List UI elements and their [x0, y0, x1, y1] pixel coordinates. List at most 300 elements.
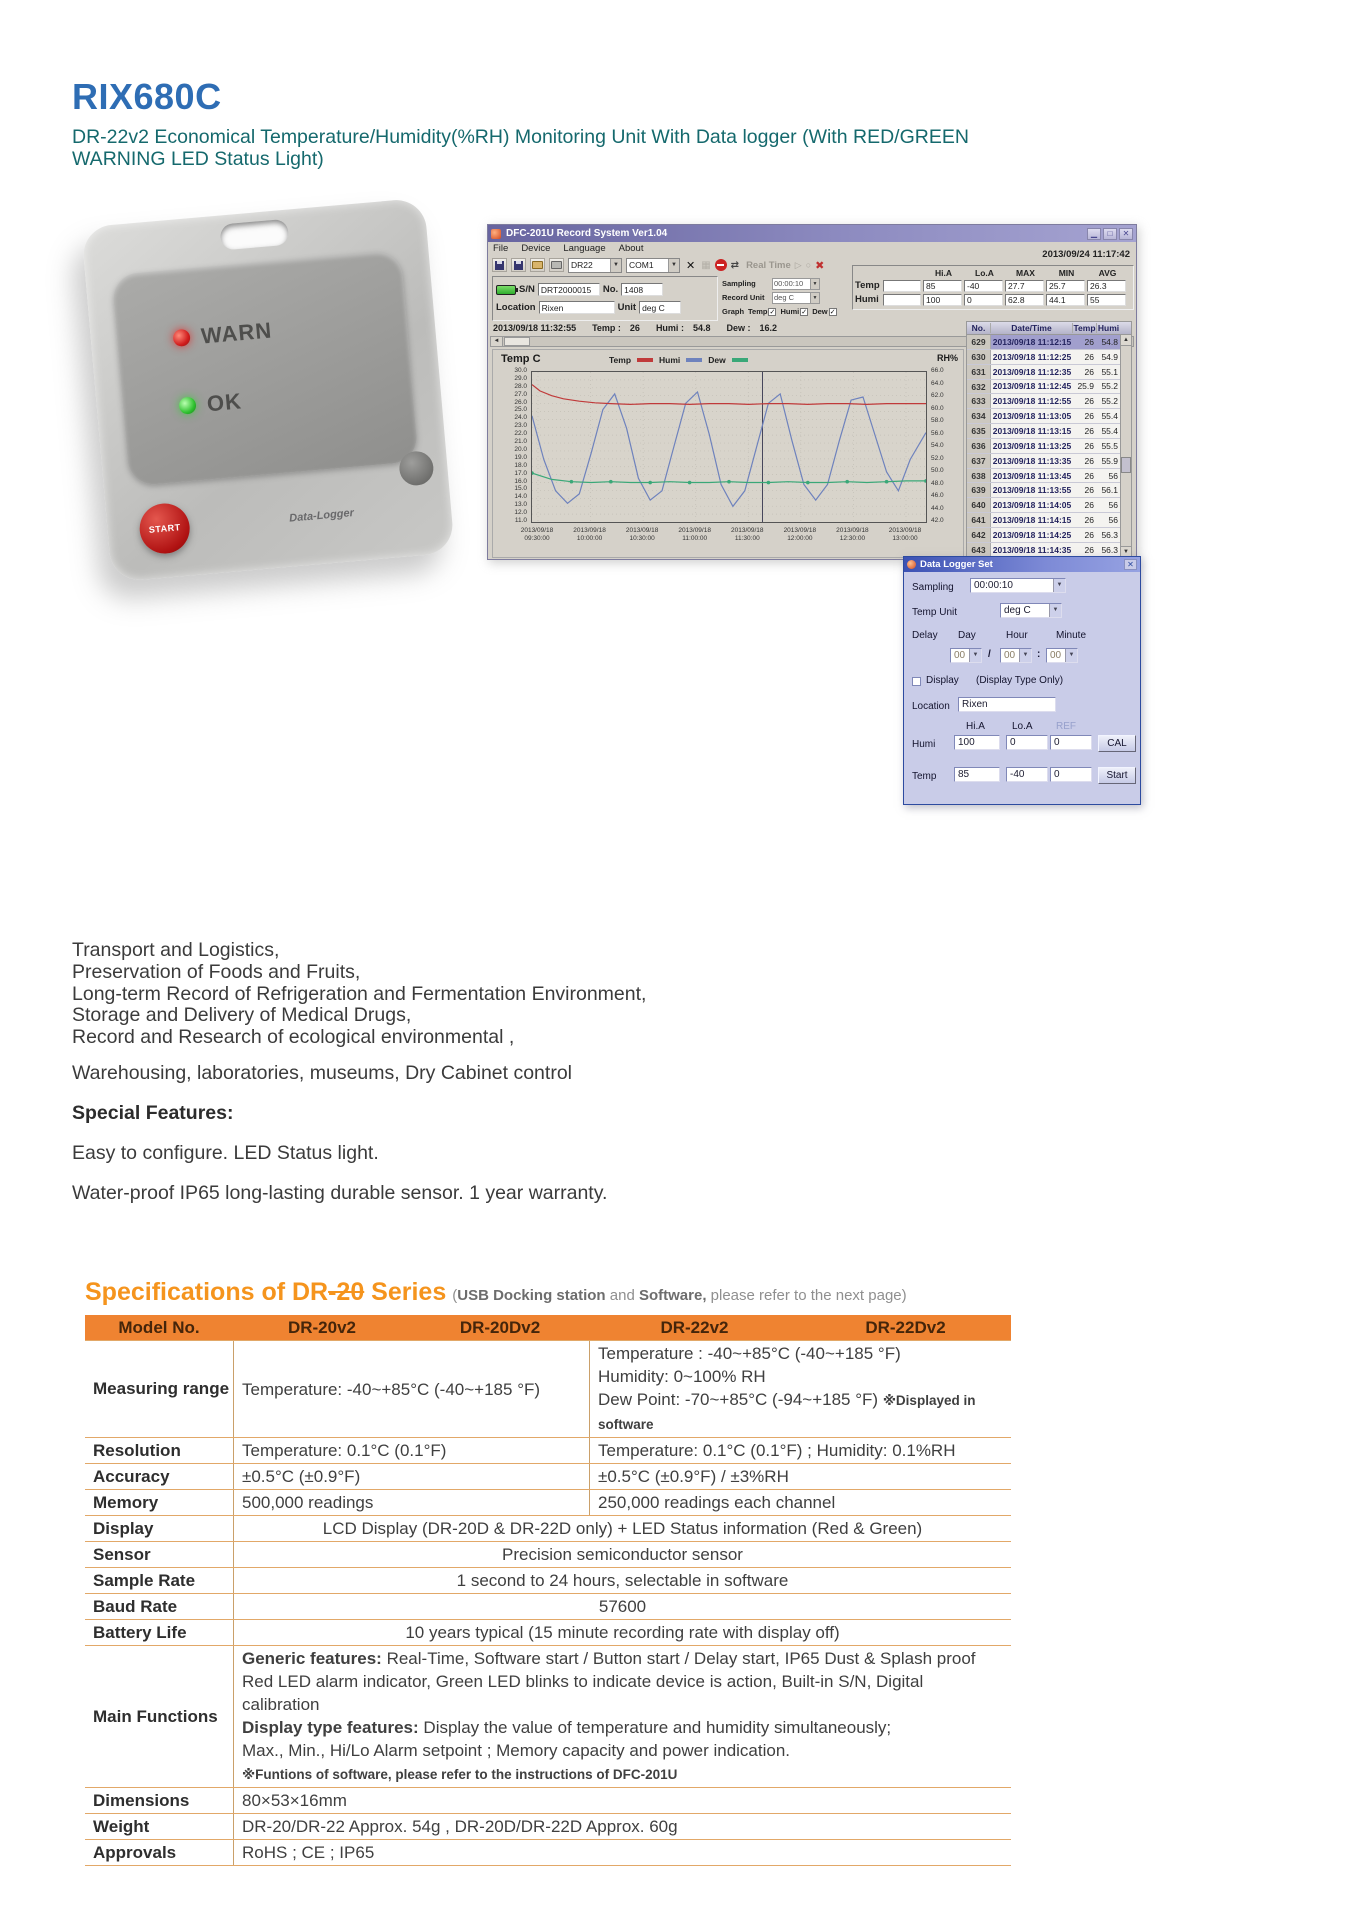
data-logger-set-dialog	[903, 556, 1141, 805]
spec-cell	[589, 1438, 1011, 1463]
spec-text: Temperature: -40~+85°C (-40~+185 °F)	[242, 1379, 541, 1399]
note-open: (	[452, 1287, 458, 1304]
left-tick: 29.0	[514, 374, 527, 382]
dlg-sampling-label: Sampling	[912, 582, 954, 593]
stop-icon[interactable]	[715, 259, 727, 271]
x-tick	[514, 527, 560, 543]
cal-button[interactable]: CAL	[1098, 735, 1136, 752]
legend-swatch-temp	[637, 358, 653, 362]
menu-about[interactable]: About	[618, 243, 644, 254]
cell: 26	[1084, 425, 1094, 436]
left-tick: 20.0	[514, 445, 527, 453]
cell: 26	[1084, 515, 1094, 526]
spec-cell	[233, 1788, 1011, 1813]
x-tick	[777, 527, 823, 543]
x-tick	[672, 527, 718, 543]
cell: 56	[1108, 500, 1118, 511]
spec-line	[598, 1465, 1003, 1488]
left-tick: 14.0	[514, 493, 527, 501]
sn-field[interactable]: DRT2000015	[538, 283, 600, 296]
table-row[interactable]	[967, 483, 1120, 498]
readings-col-no[interactable]: No.	[967, 323, 991, 333]
scroll-up-icon[interactable]: ▲	[1121, 335, 1131, 346]
spec-line	[242, 1647, 1003, 1670]
vertical-scrollbar[interactable]	[1120, 335, 1131, 557]
cell: 56	[1108, 515, 1118, 526]
left-tick: 18.0	[514, 461, 527, 469]
chevron-down-icon: ▼	[1053, 579, 1065, 592]
location-field[interactable]: Rixen	[539, 301, 615, 314]
spec-cell	[233, 1516, 1011, 1541]
open-folder-icon[interactable]	[530, 258, 545, 272]
stats-value: -40	[964, 280, 1003, 292]
spec-text: ±0.5°C (±0.9°F)	[242, 1467, 361, 1486]
ok-led	[178, 396, 196, 414]
stats-row-label: Temp	[855, 280, 880, 291]
spec-cell	[233, 1542, 1011, 1567]
status-humi-value: 54.8	[692, 323, 711, 333]
legend-label-temp: Temp	[609, 355, 632, 365]
save-icon[interactable]	[492, 258, 507, 272]
info-row-sn	[496, 283, 714, 296]
no-field[interactable]: 1408	[621, 283, 663, 296]
spec-text: Precision semiconductor sensor	[502, 1545, 743, 1564]
device-body	[81, 198, 455, 583]
right-tick: 58.0	[931, 417, 944, 424]
spec-text: Max., Min., Hi/Lo Alarm setpoint ; Memory capacity and power indication.	[242, 1741, 791, 1760]
software-titlebar	[488, 225, 1136, 242]
status-humi-label: Humi :	[655, 323, 684, 333]
current-value-box	[883, 280, 921, 292]
spec-text: Temperature: 0.1°C (0.1°F)	[242, 1441, 447, 1460]
spec-cell	[233, 1814, 1011, 1839]
cell: 26	[1084, 351, 1094, 362]
disconnect-icon[interactable]: ✕	[686, 259, 696, 272]
applications-text	[72, 940, 646, 1049]
left-tick: 17.0	[514, 469, 527, 477]
dlg-delay-label: Delay	[912, 630, 938, 641]
dlg-temp-unit-select[interactable]	[1000, 603, 1062, 618]
spec-row-battery-life	[85, 1619, 1011, 1645]
cell: 26	[1084, 411, 1094, 422]
left-tick: 13.0	[514, 501, 527, 509]
spec-row-label: Approvals	[93, 1842, 177, 1862]
scrollbar-thumb[interactable]	[1121, 457, 1131, 473]
cell: 56.3	[1101, 544, 1118, 555]
spec-heading-note	[452, 1287, 906, 1304]
cell: 635	[967, 424, 991, 438]
cell: 54.8	[1101, 336, 1118, 347]
chevron-down-icon: ▼	[1049, 604, 1061, 617]
table-row[interactable]	[967, 335, 1120, 350]
table-row[interactable]	[967, 409, 1120, 424]
spec-line	[598, 1439, 1003, 1462]
dlg-minute-value: 00	[1050, 650, 1062, 661]
spec-text: 1 second to 24 hours, selectable in software	[456, 1571, 789, 1590]
sampling-select[interactable]	[772, 278, 820, 290]
spec-text: Humidity: 0~100% RH	[598, 1367, 766, 1386]
maximize-button[interactable]: □	[1103, 228, 1117, 240]
dlg-temp-unit-value: deg C	[1004, 605, 1031, 616]
dlg-loa-header: Lo.A	[1012, 721, 1033, 732]
product-subtitle: DR-22v2 Economical Temperature/Humidity(%RH) Monitoring Unit With Data logger (With RED/GREEN WARNING LED Status Light)	[72, 126, 969, 171]
sn-label: S/N	[519, 284, 535, 295]
app-icon	[491, 229, 501, 239]
spec-text: LCD Display (DR-20D & DR-22D only) + LED Status information (Red & Green)	[322, 1519, 923, 1538]
spec-row-measuring-range	[85, 1340, 1011, 1437]
cell: 56.1	[1101, 485, 1118, 496]
table-row[interactable]	[967, 454, 1120, 469]
spec-line	[242, 1465, 581, 1488]
chart-canvas	[532, 372, 926, 522]
stats-row-temp	[855, 279, 1131, 292]
hanging-slot	[219, 219, 289, 251]
spec-col-dr-22v2: DR-22v2	[660, 1317, 729, 1337]
sampling-label: Sampling	[722, 279, 756, 288]
com-port-select[interactable]	[626, 258, 680, 273]
cell: 2013/09/18 11:13:05	[992, 411, 1072, 422]
right-tick: 54.0	[931, 442, 944, 449]
chart-panel	[492, 349, 964, 558]
spec-cell	[233, 1341, 589, 1437]
cell: 631	[967, 365, 991, 379]
left-tick: 28.0	[514, 382, 527, 390]
cell: 629	[967, 335, 991, 349]
chevron-down-icon: ▼	[668, 259, 679, 272]
scroll-down-icon[interactable]: ▼	[1121, 546, 1131, 557]
spec-line	[502, 1543, 743, 1566]
right-tick: 60.0	[931, 404, 944, 412]
spec-row-label: Display	[93, 1518, 154, 1538]
checkbox-temp[interactable]: ✓	[769, 308, 776, 316]
application-line: Storage and Delivery of Medical Drugs,	[72, 1004, 412, 1027]
dlg-humi-label: Humi	[912, 739, 936, 750]
table-row[interactable]	[967, 380, 1120, 395]
realtime-label: Real Time	[746, 259, 791, 271]
menu-file[interactable]: File	[493, 243, 509, 254]
cell: 26	[1084, 440, 1094, 451]
record-unit-select[interactable]	[772, 292, 820, 304]
checkbox-dew[interactable]: ✓	[829, 308, 836, 316]
readings-col-humi[interactable]: Humi	[1097, 323, 1120, 333]
left-tick: 19.0	[514, 453, 527, 461]
spec-text: RoHS ; CE ; IP65	[242, 1843, 375, 1862]
spec-line	[242, 1815, 1003, 1838]
stats-row-label: Humi	[855, 294, 879, 305]
status-datetime: 2013/09/18 11:32:55	[493, 323, 577, 333]
close-button[interactable]: ✕	[1119, 228, 1133, 240]
spec-row-approvals	[85, 1839, 1011, 1865]
spec-row-label: Resolution	[93, 1440, 181, 1460]
toolbar	[492, 256, 824, 274]
stats-header-row	[855, 268, 1131, 278]
model-select[interactable]	[568, 258, 622, 273]
x-tick-date: 2013/09/18	[888, 527, 922, 534]
spec-text: DR-20/DR-22 Approx. 54g , DR-20D/DR-22D Approx. 60g	[242, 1817, 678, 1836]
dlg-day-value: 00	[954, 650, 966, 661]
unit-field[interactable]: deg C	[639, 301, 681, 314]
x-tick-time: 11:30:00	[734, 534, 760, 542]
scroll-left-icon[interactable]: ◄	[491, 337, 503, 346]
spec-line	[457, 1569, 789, 1592]
cell: 2013/09/18 11:12:25	[992, 351, 1072, 362]
x-tick-date: 2013/09/18	[731, 527, 764, 534]
transfer-icon[interactable]: ⇄	[730, 259, 740, 271]
status-bar	[493, 323, 777, 333]
cell: 2013/09/18 11:12:55	[992, 396, 1072, 407]
dlg-hia-header: Hi.A	[966, 721, 985, 732]
spec-row-sample-rate	[85, 1567, 1011, 1593]
spec-row-resolution	[85, 1437, 1011, 1463]
cell: 637	[967, 454, 991, 468]
spec-line	[405, 1621, 839, 1644]
current-value-box	[883, 294, 921, 306]
left-tick: 23.0	[514, 422, 527, 430]
dlg-temp-loa-field[interactable]: -40	[1006, 767, 1048, 782]
application-line: Transport and Logistics,	[72, 939, 280, 961]
spec-row-accuracy	[85, 1463, 1011, 1489]
spec-row-baud-rate	[85, 1593, 1011, 1619]
legend-label-humi: Humi	[659, 355, 681, 365]
spec-cell	[233, 1840, 1011, 1865]
spec-line	[242, 1378, 581, 1401]
spec-line	[598, 1342, 1003, 1365]
cell: 55.4	[1101, 411, 1118, 422]
left-tick: 24.0	[514, 414, 527, 422]
spec-cell	[589, 1464, 1011, 1489]
cell: 26	[1084, 336, 1094, 347]
stats-value: 44.1	[1046, 294, 1085, 306]
menu-device[interactable]: Device	[521, 243, 551, 254]
spec-text: 80×53×16mm	[242, 1791, 347, 1810]
dlg-minute-label: Minute	[1056, 630, 1087, 641]
device-photo	[84, 192, 476, 592]
sensor-circle	[398, 450, 435, 487]
application-line: Long-term Record of Refrigeration and Fermentation Environment,	[72, 982, 647, 1005]
status-temp-label: Temp :	[592, 323, 621, 333]
status-temp	[592, 323, 640, 333]
table-row[interactable]	[967, 350, 1120, 365]
checkbox-humi[interactable]: ✓	[801, 308, 808, 316]
spec-text: Temperature : -40~+85°C (-40~+185 °F)	[598, 1344, 901, 1363]
dialog-titlebar	[904, 557, 1140, 572]
save-as-icon[interactable]	[511, 258, 526, 272]
menu-language[interactable]: Language	[563, 243, 606, 254]
left-tick: 12.0	[514, 509, 527, 517]
software-window	[487, 224, 1137, 560]
table-row[interactable]	[967, 394, 1120, 409]
cell: 630	[967, 350, 991, 364]
dlg-temp-label: Temp	[912, 771, 937, 782]
spec-heading-text: Specifications of DR	[85, 1278, 329, 1306]
spec-row-label: Weight	[93, 1816, 150, 1836]
spec-row-label: Sample Rate	[93, 1570, 196, 1590]
spec-row-dimensions	[85, 1787, 1011, 1813]
cancel-icon[interactable]: ✖	[815, 259, 825, 272]
scrollbar-thumb[interactable]	[504, 337, 530, 346]
dlg-minute-select[interactable]	[1046, 648, 1078, 663]
graph-check-label-temp: Temp	[748, 307, 768, 316]
cell: 25.9	[1077, 381, 1094, 392]
spec-text: Real-Time, Software start / Button start / Delay start, IP65 Dust & Splash proof	[381, 1649, 976, 1668]
left-tick: 11.0	[514, 517, 527, 524]
play-icon: ▷	[794, 259, 802, 270]
spec-col-model-no: Model No.	[118, 1317, 200, 1337]
table-row[interactable]	[967, 498, 1120, 513]
spec-row-label: Memory	[93, 1492, 159, 1512]
dlg-location-label: Location	[912, 701, 950, 712]
cell: 26	[1084, 455, 1094, 466]
device-front-panel	[111, 250, 418, 486]
chevron-down-icon: ▼	[610, 259, 621, 272]
spec-cell	[233, 1438, 589, 1463]
table-row[interactable]	[967, 365, 1120, 380]
spec-text: Red LED alarm indicator, Green LED blinks to indicate device is action, Built-in S/N, Digital calibration	[242, 1672, 924, 1714]
left-tick: 21.0	[514, 438, 527, 446]
table-row[interactable]	[967, 513, 1120, 528]
dlg-temp-ref-field[interactable]: 0	[1050, 767, 1092, 782]
cell: 643	[967, 543, 991, 557]
note-mid: and	[605, 1287, 639, 1304]
disk-icon	[495, 261, 504, 270]
spec-heading	[85, 1278, 907, 1307]
dlg-hour-select[interactable]	[1000, 648, 1032, 663]
dlg-humi-hia-field[interactable]: 100	[954, 735, 1000, 750]
table-row[interactable]	[967, 469, 1120, 484]
dlg-sampling-select[interactable]	[970, 578, 1066, 593]
spec-row-sensor	[85, 1541, 1011, 1567]
graph-check-label-dew: Dew	[812, 307, 828, 316]
readings-col-date-time[interactable]: Date/Time	[991, 323, 1073, 333]
chevron-down-icon: ▼	[810, 279, 819, 289]
x-tick	[619, 527, 665, 543]
info-row-location	[496, 301, 714, 314]
warn-led	[172, 329, 190, 347]
cell: 633	[967, 394, 991, 408]
right-tick: 46.0	[931, 492, 944, 499]
status-humi	[656, 323, 711, 333]
spec-row-display	[85, 1515, 1011, 1541]
cell: 2013/09/18 11:13:45	[992, 470, 1072, 481]
readings-table-header	[967, 322, 1131, 335]
table-row[interactable]	[967, 528, 1120, 543]
spec-cell	[589, 1341, 1011, 1437]
spec-table	[85, 1315, 1011, 1866]
spec-row-label: Dimensions	[93, 1790, 190, 1810]
chevron-down-icon: ▼	[1065, 649, 1077, 662]
record-icon: ○	[805, 260, 812, 270]
window-title: DFC-201U Record System Ver1.04	[506, 228, 668, 239]
x-tick-date: 2013/09/18	[520, 527, 554, 534]
note-usb: USB Docking station	[457, 1287, 606, 1304]
spec-row-label: Battery Life	[93, 1622, 187, 1642]
current-datetime: 2013/09/24 11:17:42	[1042, 249, 1130, 260]
stats-value: 62.8	[1005, 294, 1044, 306]
table-row[interactable]	[967, 439, 1120, 454]
status-dew-value: 16.2	[759, 323, 778, 333]
device-brand-label: Data-Logger	[288, 507, 355, 525]
right-tick: 50.0	[931, 467, 944, 474]
start-logging-button[interactable]: Start	[1098, 767, 1136, 784]
print-icon[interactable]	[549, 258, 564, 272]
readings-table-body	[967, 335, 1120, 557]
spec-text: Display type features:	[242, 1718, 419, 1737]
cell: 642	[967, 528, 991, 542]
spec-row-memory	[85, 1489, 1011, 1515]
chart-plot-area	[531, 371, 927, 523]
dlg-day-select[interactable]	[950, 648, 982, 663]
left-tick: 27.0	[514, 390, 527, 398]
x-tick-time: 10:00:00	[576, 534, 603, 542]
start-button: START	[138, 501, 192, 555]
x-tick-time: 12:30:00	[839, 534, 866, 542]
no-label: No.	[602, 284, 619, 295]
x-tick-date: 2013/09/18	[783, 527, 817, 534]
cell: 632	[967, 380, 991, 394]
stats-value: 26.3	[1087, 280, 1126, 292]
minimize-button[interactable]: ▁	[1087, 228, 1101, 240]
chart-right-axis-title: RH%	[936, 353, 958, 363]
spec-text: ±0.5°C (±0.9°F) / ±3%RH	[598, 1467, 789, 1486]
spec-line	[242, 1739, 1003, 1762]
spec-line	[242, 1789, 1003, 1812]
chevron-down-icon: ▼	[969, 649, 981, 662]
note-tail: please refer to the next page)	[706, 1287, 907, 1304]
note-software: Software,	[638, 1287, 707, 1304]
x-tick-date: 2013/09/18	[573, 527, 606, 534]
dlg-humi-ref-field[interactable]: 0	[1050, 735, 1092, 750]
dlg-location-field[interactable]: Rixen	[958, 697, 1056, 712]
spec-line	[242, 1439, 581, 1462]
right-tick: 64.0	[931, 379, 944, 387]
spec-text: Display the value of temperature and humidity simultaneously;	[418, 1718, 892, 1737]
cell: 26	[1084, 500, 1094, 511]
display-checkbox[interactable]	[912, 677, 921, 686]
readings-col-temp[interactable]: Temp	[1073, 323, 1096, 333]
dlg-display-label: Display	[926, 675, 959, 686]
table-row[interactable]	[967, 424, 1120, 439]
cell: 2013/09/18 11:13:15	[992, 425, 1072, 436]
cell: 26	[1084, 529, 1094, 540]
right-tick: 62.0	[931, 392, 944, 399]
dlg-display-note: (Display Type Only)	[976, 675, 1064, 686]
dlg-sampling-value: 00:00:10	[974, 580, 1013, 591]
folder-icon	[532, 261, 543, 269]
spec-table-header-row	[85, 1315, 1011, 1340]
chart-legend	[609, 355, 748, 365]
cell: 641	[967, 513, 991, 527]
dlg-temp-hia-field[interactable]: 85	[954, 767, 1000, 782]
cell: 2013/09/18 11:13:55	[992, 485, 1072, 496]
stats-col-lo-a: Lo.A	[975, 268, 994, 278]
series-humi	[532, 392, 926, 506]
right-tick: 42.0	[931, 517, 944, 524]
dlg-colon: :	[1037, 649, 1041, 660]
graph-check-label-humi: Humi	[780, 307, 800, 316]
stats-col-max: MAX	[1016, 268, 1035, 278]
cell: 2013/09/18 11:12:15	[992, 336, 1072, 347]
dlg-humi-loa-field[interactable]: 0	[1006, 735, 1048, 750]
left-tick: 30.0	[514, 367, 527, 374]
x-tick-date: 2013/09/18	[836, 527, 869, 534]
spec-cell	[233, 1568, 1011, 1593]
record-unit-row	[722, 291, 850, 304]
spec-line	[242, 1491, 581, 1514]
cell: 634	[967, 409, 991, 423]
dialog-close-icon[interactable]: ✕	[1124, 559, 1137, 570]
record-unit-value: deg C	[774, 293, 795, 302]
sampling-value: 00:00:10	[774, 279, 804, 288]
